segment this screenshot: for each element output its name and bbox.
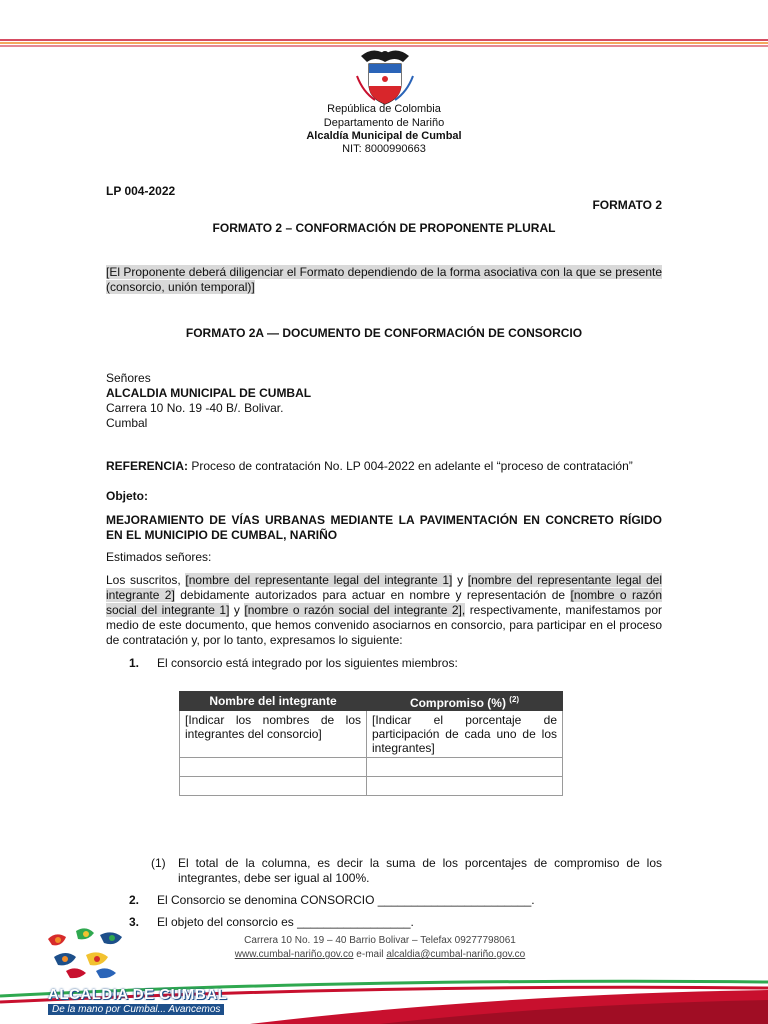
instruction-text: [El Proponente deberá diligenciar el Formato dependiendo de la forma asociativa con la que se presente (consorcio, unión temporal)] <box>106 265 662 294</box>
salutation: Señores <box>106 371 151 385</box>
body-text-e: respectivamente, manifestamos por medio de este documento, que hemos convenido asociarnos en consorcio, para participar en el proceso de contratación y, por lo tanto, expresamos lo siguiente: <box>106 603 663 647</box>
body-text-b: y <box>457 573 464 587</box>
placeholder-rep-legal-1: [nombre del representante legal del integrante 1] <box>185 573 453 587</box>
greeting: Estimados señores: <box>106 550 212 564</box>
footer-address: Carrera 10 No. 19 – 40 Barrio Bolivar – Telefax 09277798061 <box>244 935 516 946</box>
alcaldia-slogan: De la mano por Cumbal... Avancemos <box>48 1004 224 1015</box>
body-text-c: debidamente autorizados para actuar en nombre y representación de <box>180 588 566 602</box>
table-row <box>180 777 563 796</box>
objeto-text: MEJORAMIENTO DE VÍAS URBANAS MEDIANTE LA PAVIMENTACIÓN EN CONCRETO RÍGIDO EN EL MUNICIPIO DE CUMBAL, NARIÑO <box>106 513 662 542</box>
footer-email-link[interactable]: alcaldia@cumbal-nariño.gov.co <box>386 949 526 960</box>
formato-label: FORMATO 2 <box>592 198 662 212</box>
item-1-number: 1. <box>129 656 140 670</box>
table-header-commitment-note: (2) <box>509 694 520 704</box>
alcaldia-logo-text: ALCALDIA DE CUMBAL <box>48 986 228 1003</box>
coat-of-arms-icon <box>355 46 415 108</box>
table-cell-empty <box>367 758 563 777</box>
table-row <box>180 711 563 758</box>
note-number: (1) <box>151 856 166 870</box>
process-code: LP 004-2022 <box>106 184 176 198</box>
reference-line <box>106 459 666 474</box>
note-text: El total de la columna, es decir la suma de los porcentajes de compromiso de los integrantes, debe ser igual al 100%. <box>178 856 662 885</box>
addressee-street: Carrera 10 No. 19 -40 B/. Bolivar. <box>106 401 284 415</box>
header-nit: NIT: 8000990663 <box>342 143 426 155</box>
document-subtitle: FORMATO 2A — DOCUMENTO DE CONFORMACIÓN DE CONSORCIO <box>185 326 583 340</box>
addressee-name: ALCALDIA MUNICIPAL DE CUMBAL <box>106 386 312 400</box>
placeholder-razon-social-2: [nombre o razón social del integrante 2], <box>244 603 466 617</box>
table-row <box>180 758 563 777</box>
document-title: FORMATO 2 – CONFORMACIÓN DE PROPONENTE PLURAL <box>212 221 556 235</box>
footer-email-label: e-mail <box>356 949 384 960</box>
header-country: República de Colombia <box>327 103 441 115</box>
item-2-text: El Consorcio se denomina CONSORCIO _______________________. <box>157 893 535 907</box>
table-cell-percent: [Indicar el porcentaje de participación de cada uno de los integrantes] <box>367 711 563 758</box>
table-header-name: Nombre del integrante <box>180 692 367 711</box>
table-header-row <box>180 692 563 711</box>
table-cell-empty <box>180 777 367 796</box>
members-table <box>179 691 563 796</box>
table-header-commitment <box>367 692 563 711</box>
addressee-city: Cumbal <box>106 416 148 430</box>
header-municipality: Alcaldía Municipal de Cumbal <box>306 130 462 142</box>
placeholder-rep-legal-2: [nombre del representante legal del integrante 2] <box>106 573 663 602</box>
body-text-a: Los suscritos, <box>106 573 181 587</box>
body-text-d: y <box>233 603 240 617</box>
item-2-number: 2. <box>129 893 140 907</box>
body-paragraph <box>106 573 662 648</box>
reference-text: Proceso de contratación No. LP 004-2022 en adelante el “proceso de contratación” <box>191 459 633 473</box>
table-cell-names: [Indicar los nombres de los integrantes del consorcio] <box>180 711 367 758</box>
item-1-text: El consorcio está integrado por los siguientes miembros: <box>157 656 458 670</box>
item-3-text: El objeto del consorcio es _________________. <box>157 915 414 929</box>
objeto-label: Objeto: <box>106 489 148 503</box>
reference-label: REFERENCIA: <box>106 459 189 473</box>
placeholder-razon-social-1: [nombre o razón social del integrante 1] <box>106 588 663 617</box>
item-3-number: 3. <box>129 915 140 929</box>
table-cell-empty <box>180 758 367 777</box>
table-cell-empty <box>367 777 563 796</box>
instruction-paragraph <box>106 265 662 295</box>
header-department: Departamento de Nariño <box>323 117 445 129</box>
footer-website-link[interactable]: www.cumbal-nariño.gov.co <box>234 949 354 960</box>
table-header-commitment-label: Compromiso (%) <box>409 695 506 710</box>
